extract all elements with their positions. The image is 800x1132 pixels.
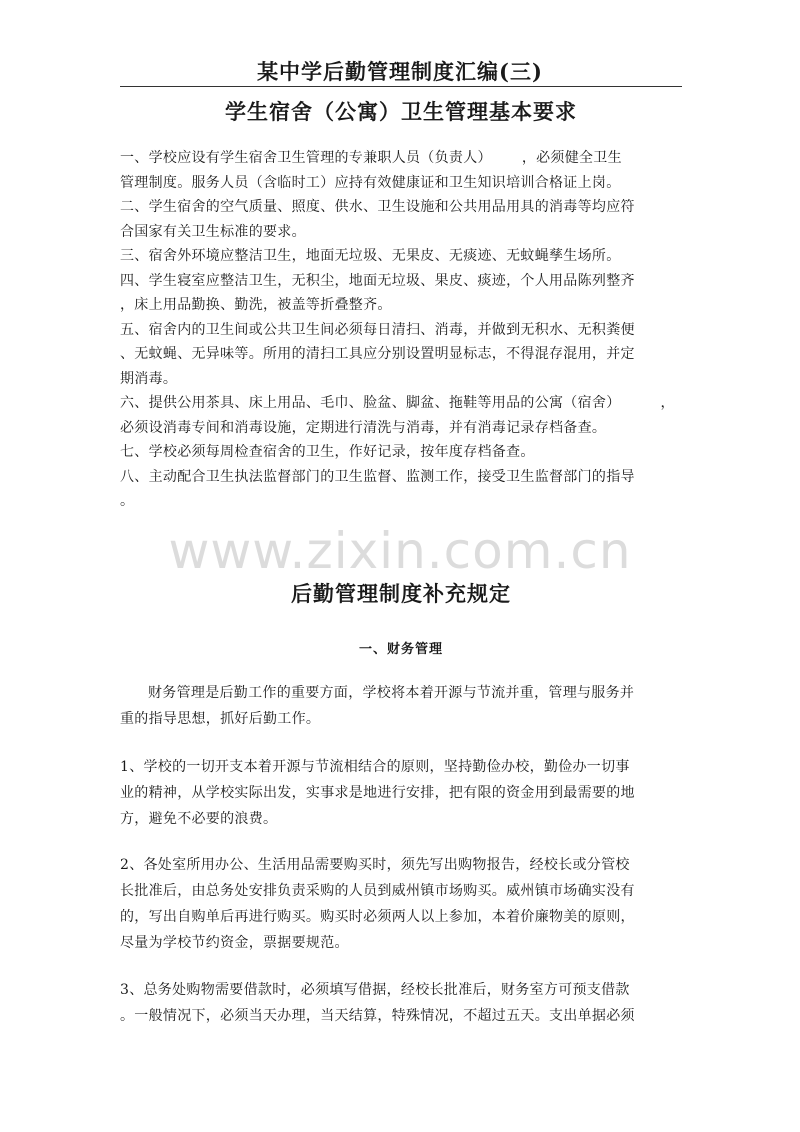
- rule-text: ，: [660, 395, 675, 411]
- para-line: 业的精神，从学校实际出发，实事求是地进行安排，把有限的资金用到最需要的地: [120, 785, 635, 801]
- document-title: 某中学后勤管理制度汇编(三): [257, 59, 543, 84]
- rule-line: 三、宿舍外环境应整洁卫生，地面无垃圾、无果皮、无痰迹、无蚊蝇孳生场所。: [120, 248, 621, 264]
- rule-line: 合国家有关卫生标准的要求。: [120, 223, 306, 240]
- rule-line: [120, 391, 682, 416]
- para-line: 3、总务处购物需要借款时，必须填写借据，经校长批准后，财务室方可预支借款: [120, 982, 630, 998]
- rule-line: 期消毒。: [120, 370, 178, 387]
- para-line: 。一般情况下，必须当天办理，当天结算，特殊情况，不超过五天。支出单据必须: [120, 1008, 635, 1024]
- section2-title: 后勤管理制度补充规定: [291, 581, 511, 606]
- dormitory-rules: [120, 146, 682, 514]
- finance-intro: [120, 680, 682, 732]
- rule-line: ，床上用品勤换、勤洗，被盖等折叠整齐。: [120, 297, 392, 313]
- rule-line: [120, 146, 682, 171]
- watermark: www.zixin.com.cn: [168, 522, 632, 580]
- rule-line: 、无蚊蝇、无异味等。所用的清扫工具应分别设置明显标志，不得混存混用，并定: [120, 346, 635, 362]
- para-line: 尽量为学校节约资金，票据要规范。: [120, 935, 349, 951]
- rule-text: 一、学校应设有学生宿舍卫生管理的专兼职人员（负责人）: [120, 150, 492, 166]
- rule-text: ，必须健全卫生: [521, 150, 622, 166]
- rule-line: 五、宿舍内的卫生间或公共卫生间必须每日清扫、消毒，并做到无积水、无积粪便: [120, 321, 635, 338]
- para-line: 重的指导思想，抓好后勤工作。: [120, 711, 321, 727]
- title-divider: [120, 86, 682, 87]
- finance-subheading: 一、财务管理: [358, 642, 443, 657]
- para-line: 方，避免不必要的浪费。: [120, 811, 278, 827]
- para-line: 1、学校的一切开支本着开源与节流相结合的原则，坚持勤俭办校，勤俭办一切事: [120, 759, 630, 775]
- rule-line: 。: [120, 493, 135, 509]
- rule-line: 七、学校必须每周检查宿舍的卫生，作好记录，按年度存档备查。: [120, 444, 535, 460]
- rule-line: 必须设消毒专间和消毒设施，定期进行清洗与消毒，并有消毒记录存档备查。: [120, 419, 607, 436]
- para-line: 长批准后，由总务处安排负责采购的人员到威州镇市场购买。威州镇市场确实没有: [120, 883, 635, 899]
- finance-item-3: [120, 977, 682, 1029]
- rule-line: 八、主动配合卫生执法监督部门的卫生监督、监测工作，接受卫生监督部门的指导: [120, 468, 635, 485]
- finance-item-2: [120, 852, 682, 956]
- para-line: 的，写出自购单后再进行购买。购买时必须两人以上参加，本着价廉物美的原则，: [120, 909, 635, 925]
- finance-item-1: [120, 754, 682, 832]
- rule-line: 二、学生宿舍的空气质量、照度、供水、卫生设施和公共用品用具的消毒等均应符: [120, 199, 635, 215]
- rule-text: 六、提供公用茶具、床上用品、毛巾、脸盆、脚盆、拖鞋等用品的公寓（宿舍）: [120, 395, 621, 411]
- para-line: 2、各处室所用办公、生活用品需要购买时，须先写出购物报告，经校长或分管校: [120, 857, 630, 873]
- para-line: 财务管理是后勤工作的重要方面，学校将本着开源与节流并重，管理与服务并: [148, 685, 635, 701]
- rule-line: 管理制度。服务人员（含临时工）应持有效健康证和卫生知识培训合格证上岗。: [120, 174, 621, 191]
- section1-title: 学生宿舍（公寓）卫生管理基本要求: [225, 99, 577, 124]
- rule-line: 四、学生寝室应整洁卫生，无积尘，地面无垃圾、果皮、痰迹，个人用品陈列整齐: [120, 272, 635, 289]
